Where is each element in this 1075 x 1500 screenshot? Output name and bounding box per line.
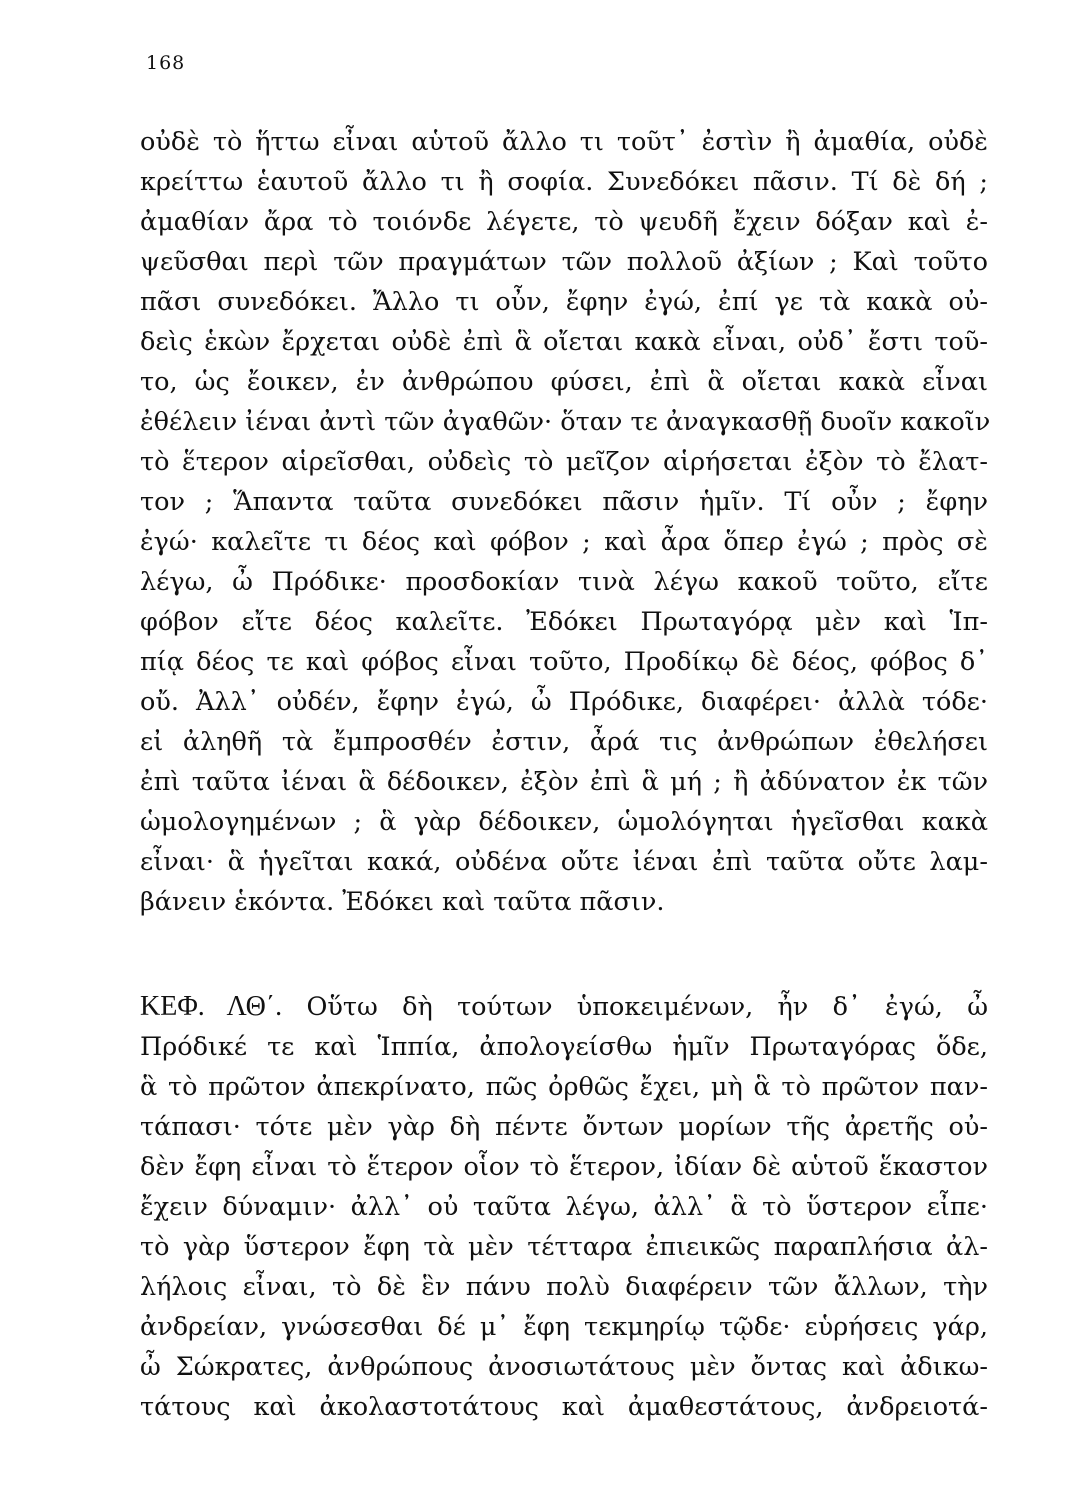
text-line: ὡμολογημένων ; ἃ γὰρ δέδοικεν, ὡμολόγηται ἡγεῖσθαι κακὰ [140,807,988,837]
text-line: τάτους καὶ ἀκολαστοτάτους καὶ ἀμαθεστάτους, ἀνδρειοτά- [140,1392,988,1422]
text-line: ἀνδρείαν, γνώσεσθαι δέ μ᾽ ἔφη τεκμηρίῳ τῷδε· εὑρήσεις γάρ, [140,1312,988,1342]
text-line: φόβον εἴτε δέος καλεῖτε. Ἐδόκει Πρωταγόρᾳ μὲν καὶ Ἱπ- [140,607,988,637]
text-line: δὲν ἔφη εἶναι τὸ ἕτερον οἷον τὸ ἕτερον, ἰδίαν δὲ αὑτοῦ ἕκαστον [140,1152,988,1182]
text-line: τὸ γὰρ ὕστερον ἔφη τὰ μὲν τέτταρα ἐπιεικῶς παραπλήσια ἀλ- [140,1232,988,1262]
text-line: τον ; Ἅπαντα ταῦτα συνεδόκει πᾶσιν ἡμῖν. Τί οὖν ; ἔφην [140,487,988,517]
text-line: ἐθέλειν ἰέναι ἀντὶ τῶν ἀγαθῶν· ὅταν τε ἀναγκασθῇ δυοῖν κακοῖν [140,407,991,437]
chapter-first-line [140,987,988,1027]
text-line: τάπασι· τότε μὲν γὰρ δὴ πέντε ὄντων μορίων τῆς ἀρετῆς οὐ- [140,1112,988,1142]
text-line: ἃ τὸ πρῶτον ἀπεκρίνατο, πῶς ὀρθῶς ἔχει, μὴ ἃ τὸ πρῶτον παν- [140,1072,988,1102]
chapter-first-line-text: Οὕτω δὴ τούτων ὑποκειμένων, ἦν δ᾽ ἐγώ, ὦ [306,992,988,1022]
text-line: ὦ Σώκρατες, ἀνθρώπους ἀνοσιωτάτους μὲν ὄντας καὶ ἀδικω- [140,1352,988,1382]
text-line: ψεῦσθαι περὶ τῶν πραγμάτων τῶν πολλοῦ ἀξίων ; Καὶ τοῦτο [140,247,988,277]
text-line: το, ὡς ἔοικεν, ἐν ἀνθρώπου φύσει, ἐπὶ ἃ οἴεται κακὰ εἶναι [140,367,988,397]
text-line: Πρόδικέ τε καὶ Ἱππία, ἀπολογείσθω ἡμῖν Πρωταγόρας ὅδε, [140,1032,988,1062]
text-line: οὐδὲ τὸ ἥττω εἶναι αὑτοῦ ἄλλο τι τοῦτ᾽ ἐστὶν ἢ ἀμαθία, οὐδὲ [140,127,988,157]
page-number: 168 [146,52,186,74]
text-line: δεὶς ἑκὼν ἔρχεται οὐδὲ ἐπὶ ἃ οἴεται κακὰ εἶναι, οὐδ᾽ ἔστι τοῦ- [140,327,988,357]
text-line: κρείττω ἑαυτοῦ ἄλλο τι ἢ σοφία. Συνεδόκει πᾶσιν. Τί δὲ δή ; [140,167,988,197]
text-line: οὔ. Ἀλλ᾽ οὐδέν, ἔφην ἐγώ, ὦ Πρόδικε, διαφέρει· ἀλλὰ τόδε· [140,687,988,717]
text-line: ἔχειν δύναμιν· ἀλλ᾽ οὐ ταῦτα λέγω, ἀλλ᾽ ἃ τὸ ὕστερον εἶπε· [140,1192,988,1222]
text-line: βάνειν ἑκόντα. Ἐδόκει καὶ ταῦτα πᾶσιν. [140,887,665,917]
text-line: πίᾳ δέος τε καὶ φόβος εἶναι τοῦτο, Προδίκῳ δὲ δέος, φόβος δ᾽ [140,647,988,677]
chapter-heading: ΚΕΦ. ΛΘ΄. [140,991,283,1022]
text-line: λέγω, ὦ Πρόδικε· προσδοκίαν τινὰ λέγω κακοῦ τοῦτο, εἴτε [140,567,988,597]
text-line: ἀμαθίαν ἄρα τὸ τοιόνδε λέγετε, τὸ ψευδῆ ἔχειν δόξαν καὶ ἐ- [140,207,988,237]
text-line: λήλοις εἶναι, τὸ δὲ ἓν πάνυ πολὺ διαφέρειν τῶν ἄλλων, τὴν [140,1272,988,1302]
text-line: πᾶσι συνεδόκει. Ἄλλο τι οὖν, ἔφην ἐγώ, ἐπί γε τὰ κακὰ οὐ- [140,287,988,317]
text-line: ἐγώ· καλεῖτε τι δέος καὶ φόβον ; καὶ ἆρα ὅπερ ἐγώ ; πρὸς σὲ [140,527,988,557]
text-line: τὸ ἕτερον αἱρεῖσθαι, οὐδεὶς τὸ μεῖζον αἱρήσεται ἐξὸν τὸ ἔλατ- [140,447,988,477]
text-line: εἶναι· ἃ ἡγεῖται κακά, οὐδένα οὔτε ἰέναι ἐπὶ ταῦτα οὔτε λαμ- [140,847,988,877]
text-line: εἰ ἀληθῆ τὰ ἔμπροσθέν ἐστιν, ἆρά τις ἀνθρώπων ἐθελήσει [140,727,988,757]
text-line: ἐπὶ ταῦτα ἰέναι ἃ δέδοικεν, ἐξὸν ἐπὶ ἃ μή ; ἢ ἀδύνατον ἐκ τῶν [140,767,988,797]
